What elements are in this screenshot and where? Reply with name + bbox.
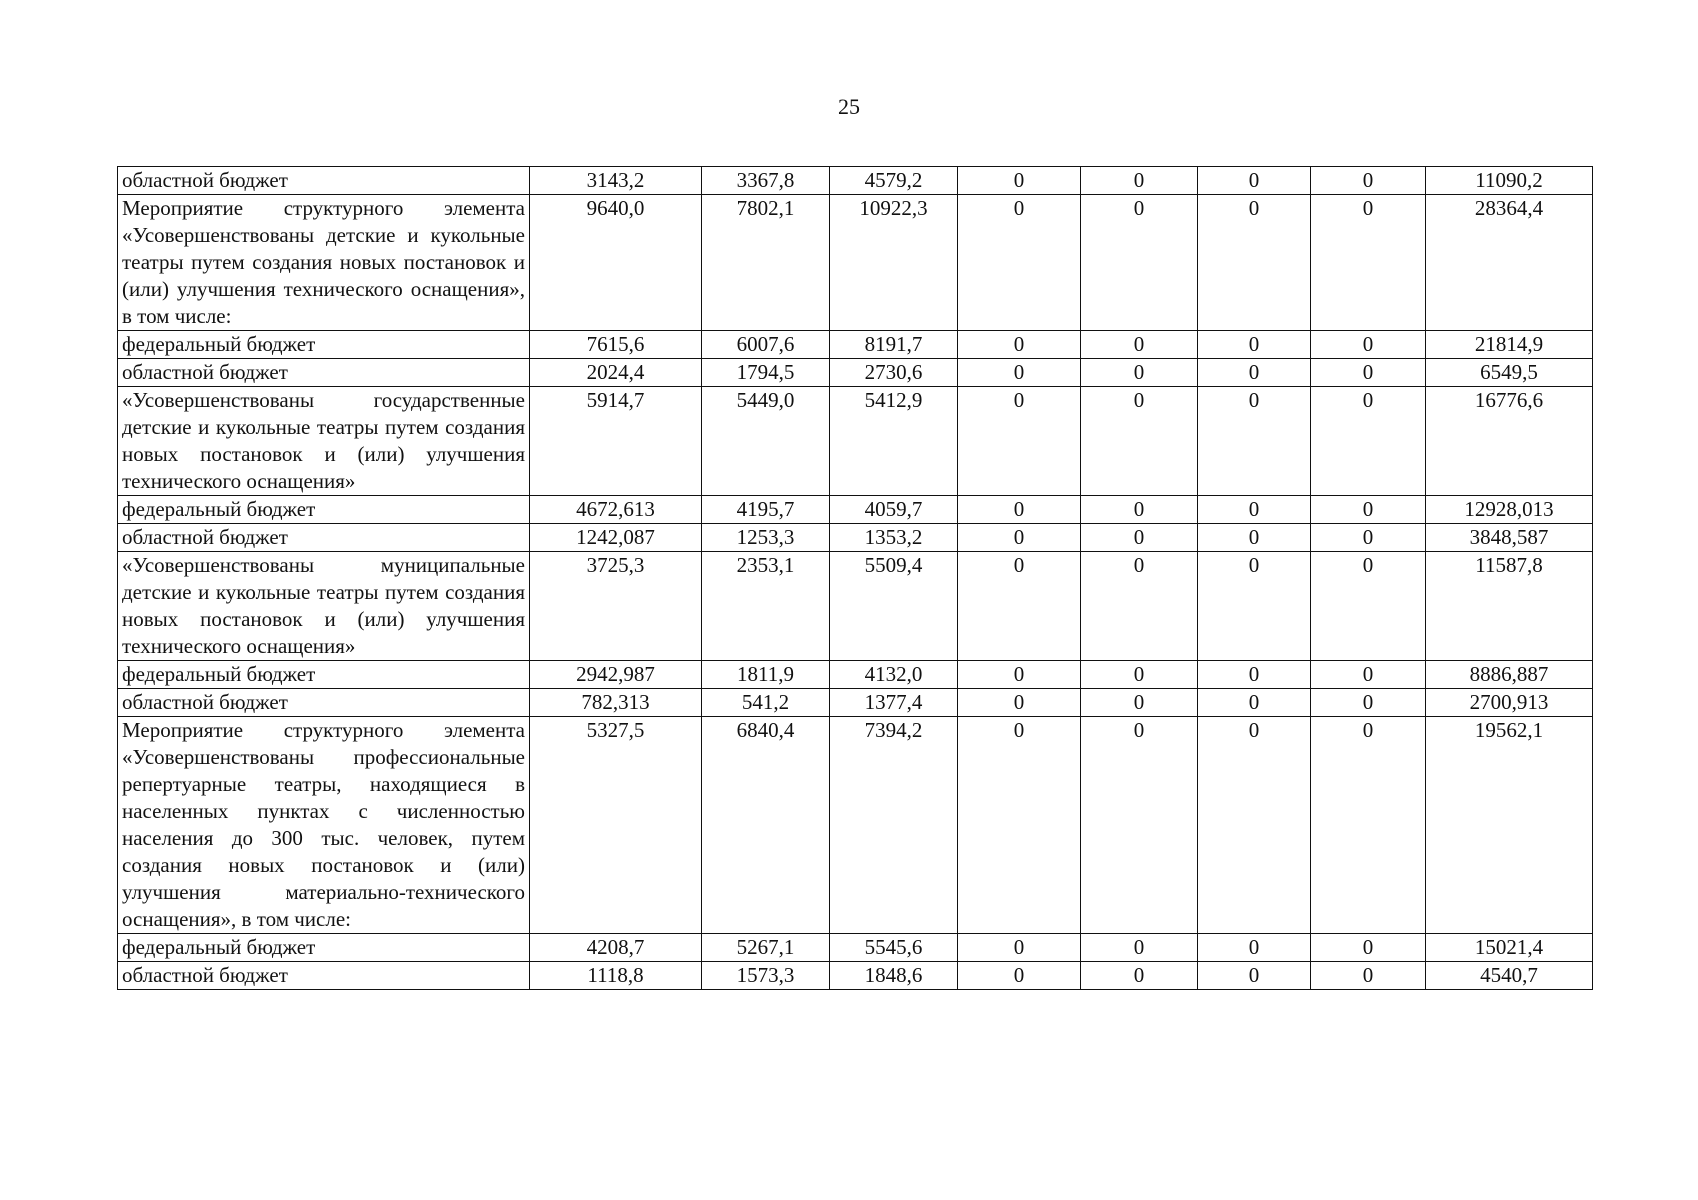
value-cell: 10922,3 <box>830 195 958 331</box>
value-cell: 0 <box>958 195 1081 331</box>
row-label-cell: федеральный бюджет <box>118 661 530 689</box>
value-cell: 11090,2 <box>1426 167 1593 195</box>
value-cell: 9640,0 <box>530 195 702 331</box>
value-cell: 0 <box>958 496 1081 524</box>
value-cell: 0 <box>1311 552 1426 661</box>
value-cell: 2353,1 <box>702 552 830 661</box>
value-cell: 2700,913 <box>1426 689 1593 717</box>
value-cell: 1118,8 <box>530 962 702 990</box>
value-cell: 4208,7 <box>530 934 702 962</box>
value-cell: 1794,5 <box>702 359 830 387</box>
row-label-cell: федеральный бюджет <box>118 934 530 962</box>
value-cell: 0 <box>1198 524 1311 552</box>
value-cell: 0 <box>958 934 1081 962</box>
value-cell: 0 <box>958 331 1081 359</box>
row-label-cell: «Усовершенствованы государственные детские и кукольные театры путем создания новых постановок и (или) улучшения технического оснащения» <box>118 387 530 496</box>
row-label-cell: областной бюджет <box>118 962 530 990</box>
table-row <box>118 962 1593 990</box>
value-cell: 0 <box>1081 359 1198 387</box>
value-cell: 0 <box>1311 689 1426 717</box>
value-cell: 0 <box>1198 962 1311 990</box>
value-cell: 4132,0 <box>830 661 958 689</box>
value-cell: 0 <box>1311 331 1426 359</box>
value-cell: 4579,2 <box>830 167 958 195</box>
value-cell: 0 <box>1311 524 1426 552</box>
value-cell: 0 <box>1311 359 1426 387</box>
value-cell: 0 <box>958 359 1081 387</box>
row-label-cell: федеральный бюджет <box>118 496 530 524</box>
value-cell: 0 <box>1081 331 1198 359</box>
value-cell: 0 <box>1081 717 1198 934</box>
value-cell: 0 <box>1198 717 1311 934</box>
value-cell: 0 <box>1198 359 1311 387</box>
value-cell: 0 <box>1311 661 1426 689</box>
value-cell: 0 <box>1198 195 1311 331</box>
value-cell: 7394,2 <box>830 717 958 934</box>
value-cell: 2024,4 <box>530 359 702 387</box>
value-cell: 2730,6 <box>830 359 958 387</box>
value-cell: 0 <box>1311 387 1426 496</box>
value-cell: 0 <box>1311 167 1426 195</box>
value-cell: 3848,587 <box>1426 524 1593 552</box>
table-row <box>118 661 1593 689</box>
value-cell: 0 <box>1311 962 1426 990</box>
value-cell: 0 <box>1081 167 1198 195</box>
table-row <box>118 524 1593 552</box>
value-cell: 5267,1 <box>702 934 830 962</box>
value-cell: 1353,2 <box>830 524 958 552</box>
value-cell: 4195,7 <box>702 496 830 524</box>
value-cell: 0 <box>1081 387 1198 496</box>
table-row <box>118 359 1593 387</box>
value-cell: 19562,1 <box>1426 717 1593 934</box>
value-cell: 11587,8 <box>1426 552 1593 661</box>
value-cell: 782,313 <box>530 689 702 717</box>
table-row <box>118 689 1593 717</box>
value-cell: 1253,3 <box>702 524 830 552</box>
value-cell: 5914,7 <box>530 387 702 496</box>
value-cell: 0 <box>1311 496 1426 524</box>
row-label-cell: областной бюджет <box>118 689 530 717</box>
value-cell: 5509,4 <box>830 552 958 661</box>
table-row <box>118 167 1593 195</box>
row-label-cell: областной бюджет <box>118 167 530 195</box>
value-cell: 3725,3 <box>530 552 702 661</box>
value-cell: 0 <box>1198 331 1311 359</box>
value-cell: 5545,6 <box>830 934 958 962</box>
value-cell: 0 <box>958 962 1081 990</box>
row-label-cell: федеральный бюджет <box>118 331 530 359</box>
value-cell: 0 <box>1081 689 1198 717</box>
value-cell: 5412,9 <box>830 387 958 496</box>
value-cell: 0 <box>1198 661 1311 689</box>
value-cell: 0 <box>1081 552 1198 661</box>
value-cell: 6840,4 <box>702 717 830 934</box>
value-cell: 0 <box>958 552 1081 661</box>
value-cell: 6007,6 <box>702 331 830 359</box>
value-cell: 0 <box>958 717 1081 934</box>
row-label-cell: «Усовершенствованы муниципальные детские и кукольные театры путем создания новых постановок и (или) улучшения технического оснащения» <box>118 552 530 661</box>
table-row <box>118 552 1593 661</box>
table-row <box>118 717 1593 934</box>
table-row <box>118 331 1593 359</box>
value-cell: 21814,9 <box>1426 331 1593 359</box>
value-cell: 1377,4 <box>830 689 958 717</box>
value-cell: 2942,987 <box>530 661 702 689</box>
value-cell: 0 <box>958 661 1081 689</box>
value-cell: 8886,887 <box>1426 661 1593 689</box>
value-cell: 0 <box>1198 496 1311 524</box>
value-cell: 7802,1 <box>702 195 830 331</box>
value-cell: 0 <box>1198 934 1311 962</box>
value-cell: 3367,8 <box>702 167 830 195</box>
table-row <box>118 195 1593 331</box>
value-cell: 0 <box>1081 496 1198 524</box>
row-label-cell: Мероприятие структурного элемента «Усовершенствованы профессиональные репертуарные театры, находящиеся в населенных пунктах с численностью населения до 300 тыс. человек, путем создания новых постановок и (или) улучшения материально-технического оснащения», в том числе: <box>118 717 530 934</box>
value-cell: 4540,7 <box>1426 962 1593 990</box>
value-cell: 0 <box>1081 962 1198 990</box>
value-cell: 1242,087 <box>530 524 702 552</box>
value-cell: 28364,4 <box>1426 195 1593 331</box>
value-cell: 5327,5 <box>530 717 702 934</box>
value-cell: 5449,0 <box>702 387 830 496</box>
value-cell: 12928,013 <box>1426 496 1593 524</box>
value-cell: 4059,7 <box>830 496 958 524</box>
value-cell: 0 <box>1198 689 1311 717</box>
value-cell: 0 <box>1081 195 1198 331</box>
value-cell: 0 <box>1081 934 1198 962</box>
value-cell: 0 <box>1198 387 1311 496</box>
value-cell: 0 <box>1311 195 1426 331</box>
value-cell: 0 <box>958 387 1081 496</box>
value-cell: 0 <box>1198 552 1311 661</box>
value-cell: 0 <box>1081 661 1198 689</box>
value-cell: 0 <box>958 524 1081 552</box>
page-number: 25 <box>838 94 860 119</box>
value-cell: 8191,7 <box>830 331 958 359</box>
row-label-cell: Мероприятие структурного элемента «Усовершенствованы детские и кукольные театры путем создания новых постановок и (или) улучшения технического оснащения», в том числе: <box>118 195 530 331</box>
value-cell: 4672,613 <box>530 496 702 524</box>
row-label-cell: областной бюджет <box>118 359 530 387</box>
value-cell: 15021,4 <box>1426 934 1593 962</box>
table-row <box>118 387 1593 496</box>
value-cell: 0 <box>1198 167 1311 195</box>
value-cell: 16776,6 <box>1426 387 1593 496</box>
value-cell: 7615,6 <box>530 331 702 359</box>
value-cell: 1811,9 <box>702 661 830 689</box>
value-cell: 0 <box>958 689 1081 717</box>
value-cell: 6549,5 <box>1426 359 1593 387</box>
budget-table <box>117 166 1593 990</box>
value-cell: 0 <box>1311 934 1426 962</box>
value-cell: 1573,3 <box>702 962 830 990</box>
value-cell: 3143,2 <box>530 167 702 195</box>
budget-table-body <box>118 167 1593 990</box>
value-cell: 0 <box>958 167 1081 195</box>
value-cell: 1848,6 <box>830 962 958 990</box>
value-cell: 0 <box>1311 717 1426 934</box>
table-row <box>118 496 1593 524</box>
value-cell: 0 <box>1081 524 1198 552</box>
value-cell: 541,2 <box>702 689 830 717</box>
table-row <box>118 934 1593 962</box>
row-label-cell: областной бюджет <box>118 524 530 552</box>
